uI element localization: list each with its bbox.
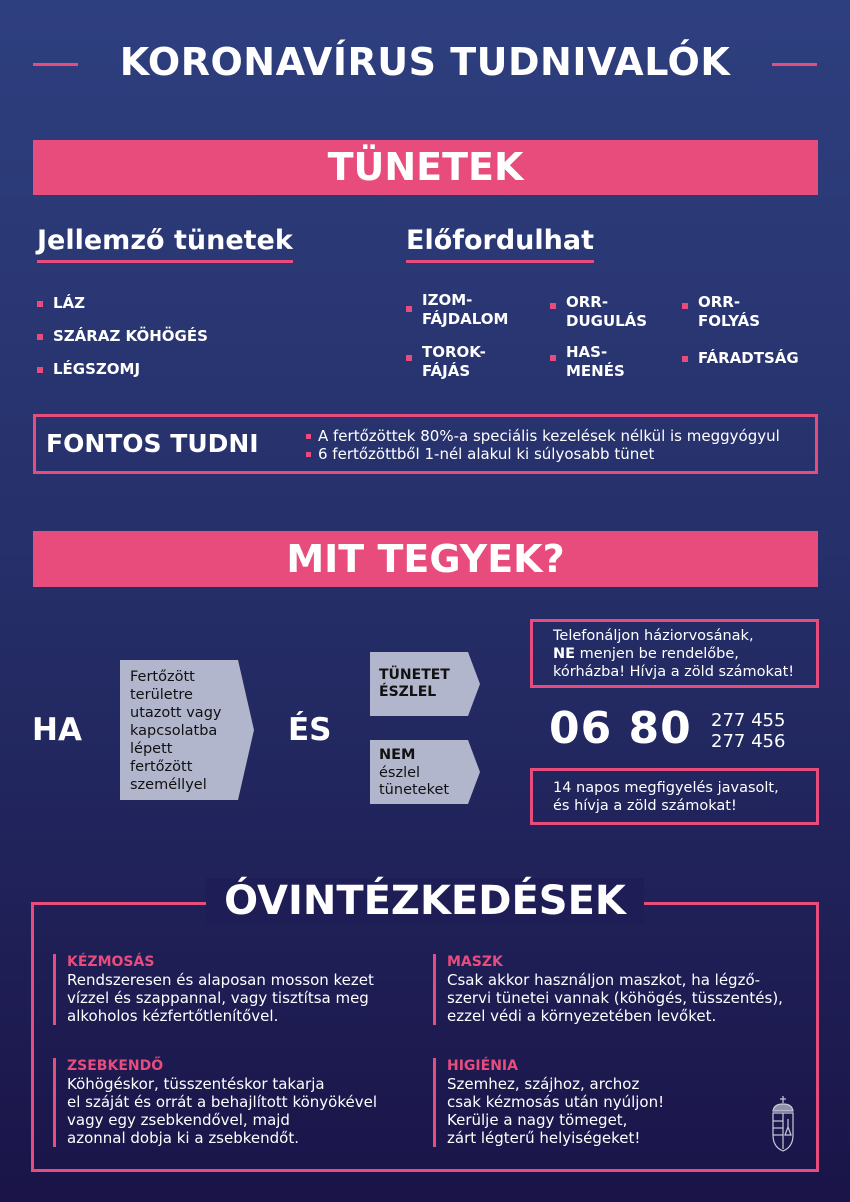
advice-line-1: Telefonáljon háziorvosának, — [553, 628, 754, 644]
bullet-square-icon — [37, 334, 43, 340]
phone-numbers — [711, 710, 785, 752]
precautions-title: ÓVINTÉZKEDÉSEK — [206, 878, 644, 924]
phone-prefix: 06 80 — [549, 703, 692, 754]
bullet-square-icon — [306, 452, 311, 457]
bullet-square-icon — [550, 355, 556, 361]
important-info-list — [306, 427, 780, 463]
important-info-text: 6 fertőzöttből 1-nél alakul ki súlyosabb tünet — [318, 445, 655, 463]
symptom-label: HAS- MENÉS — [566, 343, 625, 380]
bullet-square-icon — [37, 301, 43, 307]
advice-line-2 — [553, 645, 816, 663]
hungarian-coat-of-arms-icon — [770, 1095, 796, 1153]
list-item — [37, 294, 208, 313]
advice-no-symptom-box — [530, 768, 819, 825]
card-body: Szemhez, szájhoz, archoz csak kézmosás után nyúljon! Kerülje a nagy tömeget, zárt légterű helyiségeket! — [447, 1075, 665, 1147]
symptom-no-text — [379, 747, 449, 800]
bullet-square-icon — [682, 303, 688, 309]
important-info-text: A fertőzöttek 80%-a speciális kezelések nélkül is meggyógyul — [318, 427, 780, 445]
condition-text: Fertőzött területre utazott vagy kapcsolatba lépett fertőzött személlyel — [130, 669, 222, 793]
card-title: KÉZMOSÁS — [67, 954, 155, 970]
symptom-label: LÉGSZOMJ — [53, 360, 141, 378]
possible-symptoms-heading-text: Előfordulhat — [406, 225, 595, 256]
list-item — [550, 343, 625, 381]
bullet-square-icon — [550, 303, 556, 309]
bullet-square-icon — [682, 356, 688, 362]
typical-symptoms-list — [37, 294, 208, 379]
card-body: Rendszeresen és alaposan mosson kezet vízzel és szappannal, vagy tisztítsa meg alkoholos kézfertőtlenítővel. — [67, 971, 374, 1025]
if-label: HA — [32, 712, 82, 748]
precaution-card-tissue — [53, 1058, 377, 1147]
possible-symptoms-heading — [406, 225, 594, 263]
symptom-label: FÁRADTSÁG — [698, 349, 799, 367]
card-title: ZSEBKENDŐ — [67, 1058, 164, 1074]
typical-symptoms-heading — [37, 225, 293, 263]
list-item — [682, 293, 760, 331]
what-to-do-band — [33, 531, 818, 587]
symptoms-band — [33, 140, 818, 195]
symptoms-band-title: TÜNETEK — [327, 145, 524, 189]
symptom-label: IZOM- FÁJDALOM — [422, 291, 509, 328]
card-title: HIGIÉNIA — [447, 1058, 518, 1074]
symptom-label: ORR- DUGULÁS — [566, 293, 648, 330]
card-title: MASZK — [447, 954, 503, 970]
symptom-yes-text: TÜNETET ÉSZLEL — [379, 667, 450, 700]
list-item — [306, 445, 780, 463]
advice-no-symptom-text: 14 napos megfigyelés javasolt, és hívja a zöld számokat! — [553, 780, 779, 814]
list-item — [37, 360, 208, 379]
card-body: Köhögéskor, tüsszentéskor takarja el száját és orrát a behajlított könyökével vagy egy zsebkendővel, majd azonnal dobja ki a zsebkendőt. — [67, 1075, 377, 1147]
advice-ne: NE — [553, 646, 576, 662]
bullet-square-icon — [306, 434, 311, 439]
typical-symptoms-heading-text: Jellemző tünetek — [37, 225, 293, 256]
list-item — [306, 427, 780, 445]
phone-number-2: 277 456 — [711, 731, 786, 752]
page-title: KORONAVÍRUS TUDNIVALÓK — [119, 40, 731, 84]
and-label: ÉS — [288, 712, 332, 748]
list-item — [37, 327, 208, 346]
symptom-no-rest: észlel tüneteket — [379, 764, 450, 798]
symptom-label: LÁZ — [53, 294, 86, 312]
precaution-card-mask — [433, 954, 783, 1025]
card-body: Csak akkor használjon maszkot, ha légző- szervi tünetei vannak (köhögés, tüsszentés), ezzel védi a környezetében levőket. — [447, 971, 783, 1025]
list-item — [406, 343, 486, 381]
symptom-no-bold: NEM — [379, 747, 416, 763]
list-item — [682, 349, 799, 368]
bullet-square-icon — [37, 367, 43, 373]
precaution-card-hygiene — [433, 1058, 664, 1147]
symptom-label: ORR- FOLYÁS — [698, 293, 761, 330]
advice-line-3: kórházba! Hívja a zöld számokat! — [553, 664, 795, 680]
phone-number-1: 277 455 — [711, 710, 786, 731]
bullet-square-icon — [406, 306, 412, 312]
precautions-title-wrap — [0, 878, 850, 924]
advice-line-2-rest: menjen be rendelőbe, — [575, 646, 739, 662]
list-item — [550, 293, 647, 331]
advice-symptom-box — [530, 619, 819, 688]
what-to-do-band-title: MIT TEGYEK? — [286, 537, 565, 581]
important-info-title: FONTOS TUDNI — [46, 429, 259, 458]
list-item — [406, 291, 508, 329]
symptom-label: SZÁRAZ KÖHÖGÉS — [53, 327, 208, 345]
precaution-card-handwashing — [53, 954, 374, 1025]
symptom-label: TOROK- FÁJÁS — [422, 343, 486, 380]
bullet-square-icon — [406, 355, 412, 361]
